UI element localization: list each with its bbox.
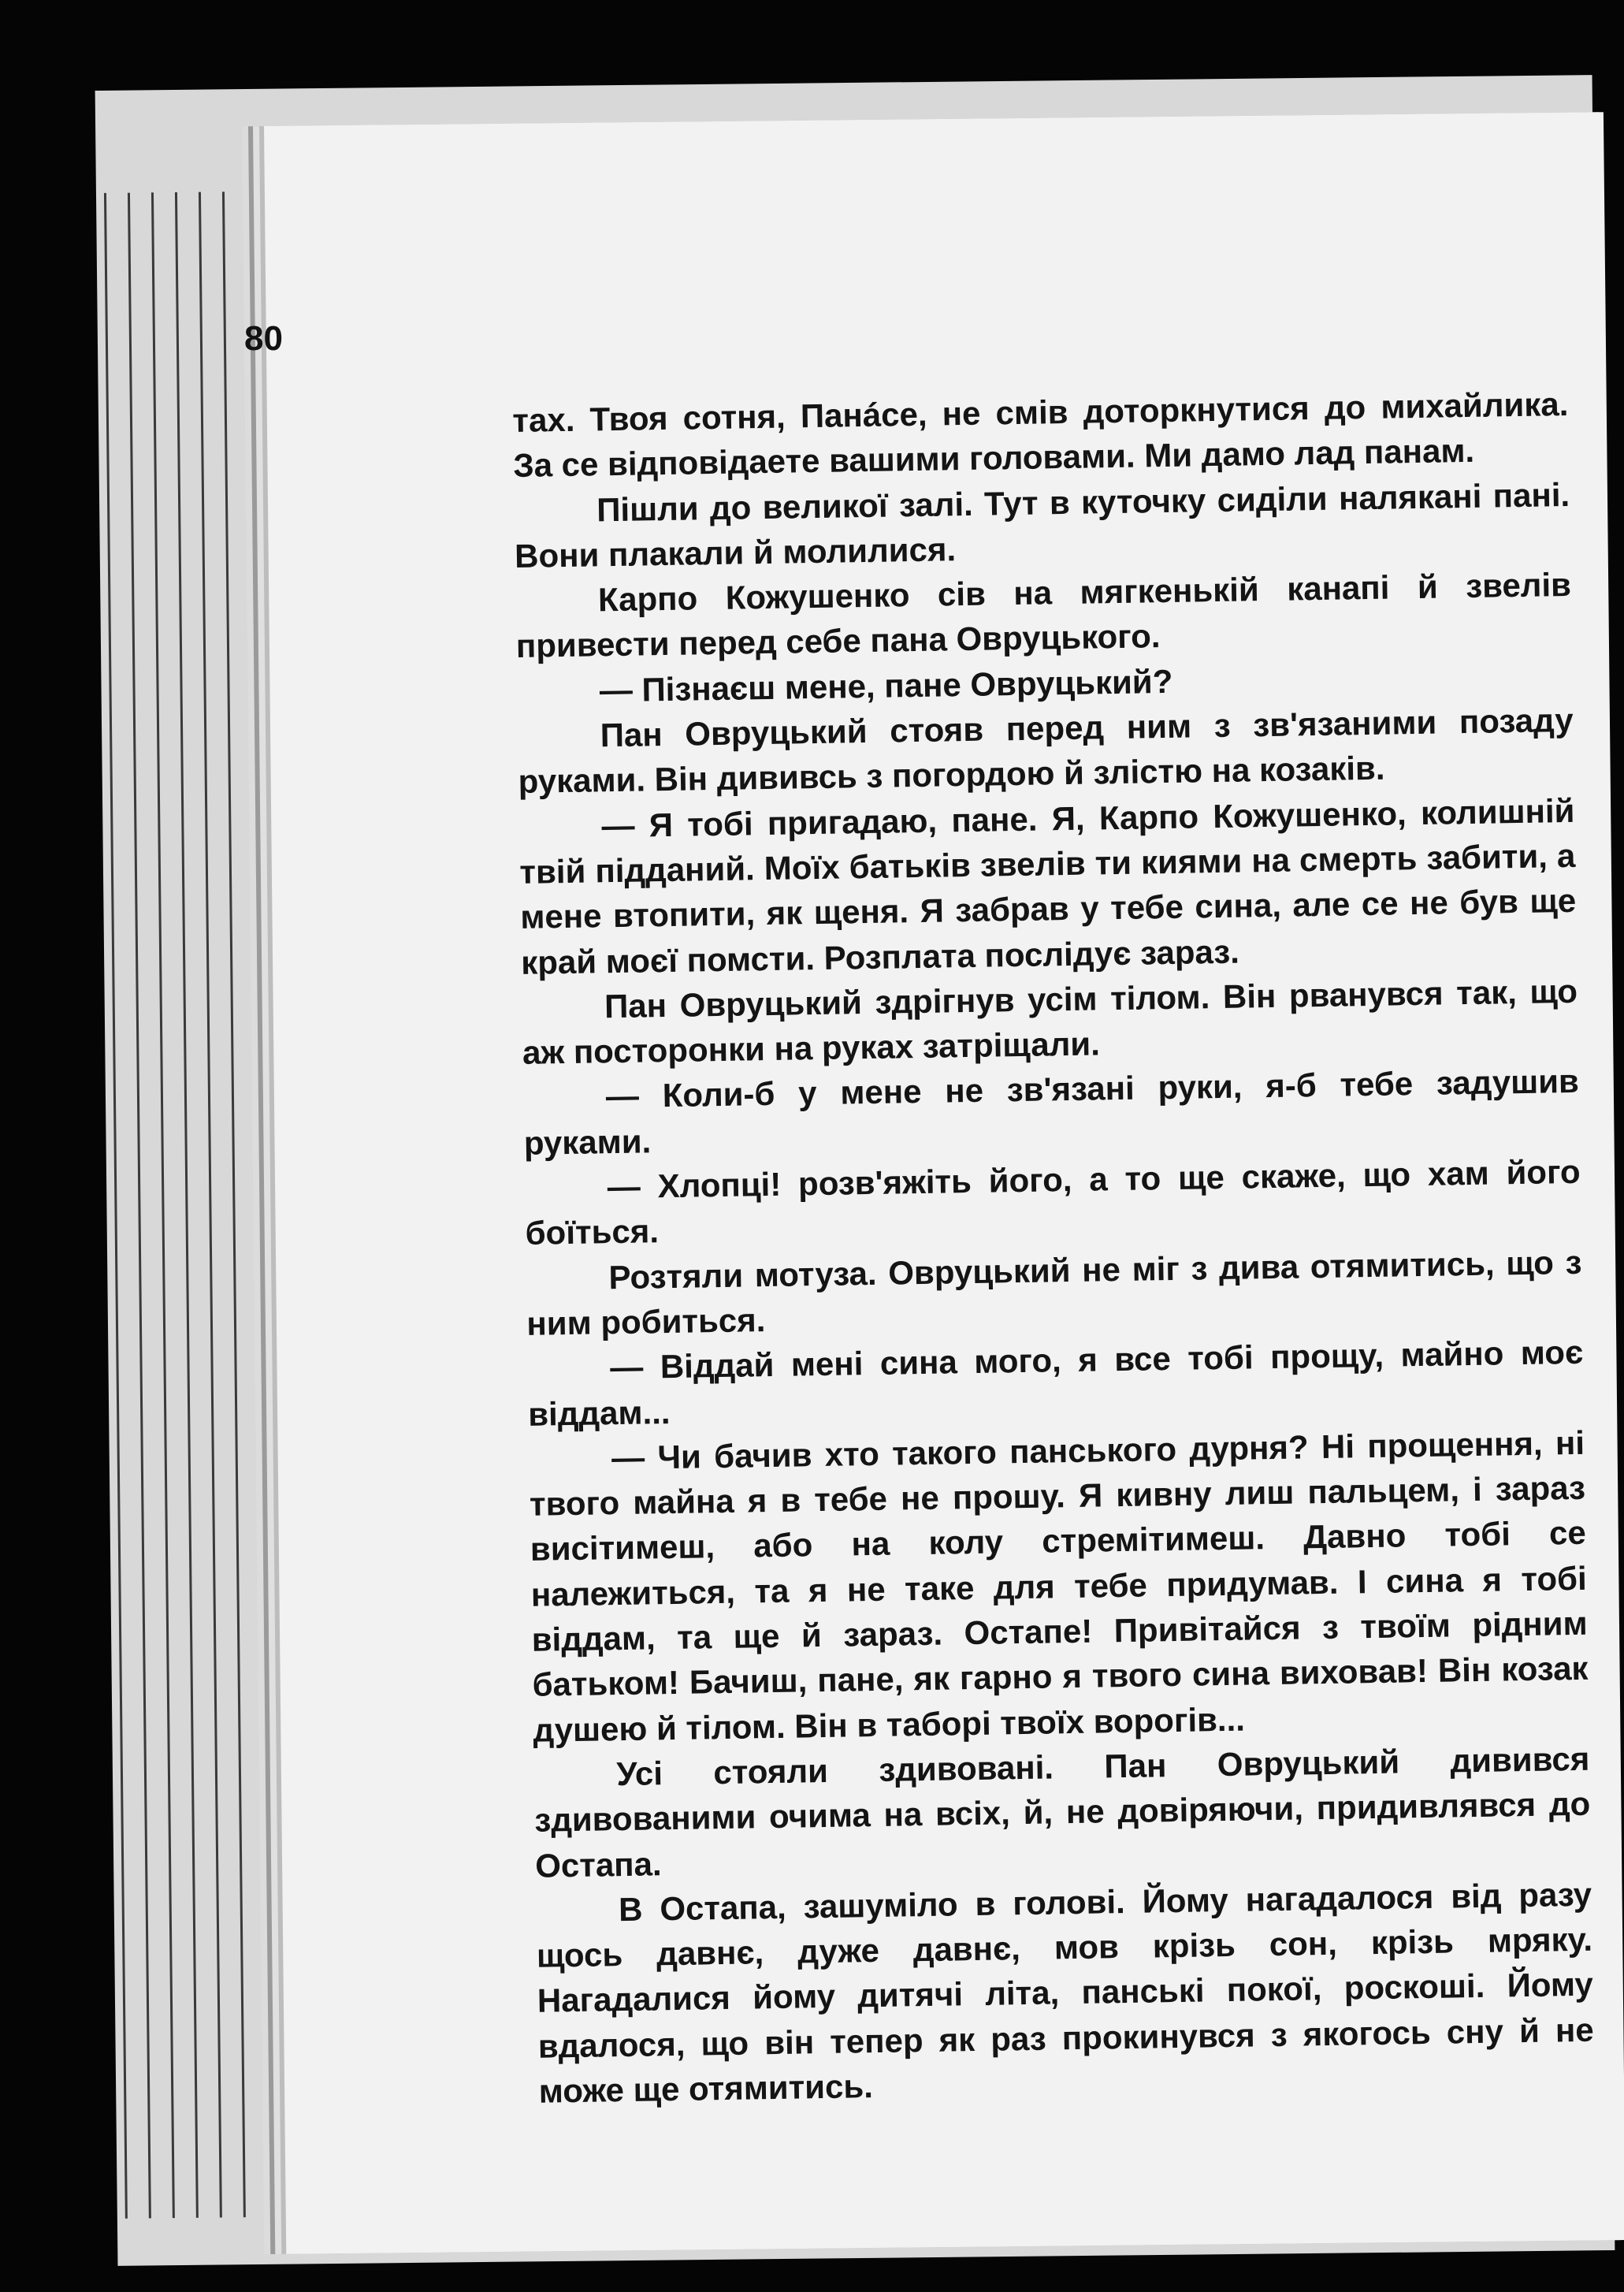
paragraph: — Я тобі пригадаю, пане. Я, Карпо Кожушенко, колишній твій підданий. Моїх батьків звелів ти киями на смерть забити, а мене втопити, як щеня. Я забрав у тебе сина, але се не був ще край моєї помсти. Розплата послідує зараз. — [519, 791, 1577, 981]
paragraph: — Чи бачив хто такого панського дурня? Ні прощення, ні твого майна я в тебе не прошу. Я кивну лиш пальцем, і зараз висітимеш, або на колу стремітимеш. Давно тобі се належиться, та я не таке для тебе придумав. І сина я тобі віддам, та ще й зараз. Остапе! Привітайся з твоїм рідним батьком! Бачиш, пане, як гарно я твого сина виховав! Він козак душею й тілом. Він в таборі твоїх ворогів... — [529, 1423, 1589, 1749]
paragraph: тах. Твоя сотня, Панáсе, не смів доторкнутися до михайлика. За се відповідаете вашими головами. Ми дамо лад панам. — [512, 385, 1569, 485]
paragraph: — Пізнаєш мене, пане Овруцький? — [599, 662, 1173, 709]
paragraph: — Віддай мені сина мого, я все тобі прощу, майно моє віддам... — [527, 1334, 1584, 1433]
paragraph: — Хлопці! розв'яжіть його, а то ще скаже, що хам його боїться. — [525, 1152, 1581, 1252]
page-edge-line — [222, 192, 246, 2217]
body-text — [512, 381, 1595, 2114]
paragraph: Карпо Кожушенко сів на мягкенькій канапі й звелів привести перед себе пана Овруцького. — [515, 566, 1572, 665]
page-edge-line — [199, 192, 222, 2218]
page-edge-line — [104, 193, 128, 2219]
paragraph: Пішли до великої залі. Тут в куточку сиділи налякані пані. Вони плакали й молилися. — [514, 475, 1570, 575]
paragraph: В Остапа, зашуміло в голові. Йому нагадалося від разу щось давнє, дуже давнє, мов крізь сон, крізь мряку. Нагадалися йому дитячі літа, панські покої, роскоші. Йому вдалося, що він тепер як раз прокинувся з якогось сну й не може ще отямитись. — [536, 1875, 1595, 2110]
paragraph: Пан Овруцький здрігнув усім тілом. Він рванувся так, що аж посторонки на руках затріщали. — [522, 972, 1578, 1072]
paragraph: Пан Овруцький стояв перед ним з зв'язаними позаду руками. Він дививсь з погордою й злістю на козаків. — [518, 701, 1574, 801]
page-edge-line — [151, 192, 175, 2218]
paragraph: Розтяли мотуза. Овруцький не міг з дива отямитись, що з ним робиться. — [526, 1243, 1582, 1342]
page-edge-line — [175, 192, 199, 2218]
paragraph: — Коли-б у мене не зв'язані руки, я-б тебе задушив руками. — [523, 1062, 1580, 1162]
page-edge-line — [128, 193, 151, 2219]
paragraph: Усі стояли здивовані. Пан Овруцький дивився здивованими очима на всіх, й, не довіряючи, придивлявся до Остапа. — [533, 1739, 1591, 1885]
page-number: 80 — [244, 319, 283, 358]
